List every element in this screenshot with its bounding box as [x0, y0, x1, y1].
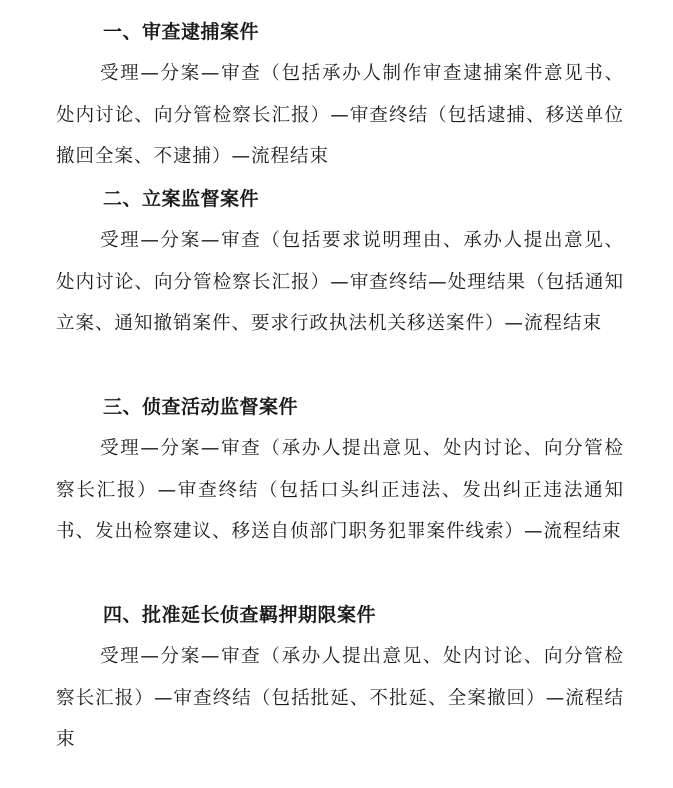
section-title-arrest-review: 一、审查逮捕案件 — [103, 21, 260, 43]
section-title-investigation-supervision: 三、侦查活动监督案件 — [103, 396, 299, 418]
section-body-case-filing-supervision: 受理—分案—审查（包括要求说明理由、承办人提出意见、处内讨论、向分管检察长汇报）—审查终结—处理结果（包括通知立案、通知撤销案件、要求行政执法机关移送案件）—流程结束 — [56, 230, 624, 335]
section-title-detention-extension: 四、批准延长侦查羁押期限案件 — [103, 604, 377, 626]
section-body-arrest-review: 受理—分案—审查（包括承办人制作审查逮捕案件意见书、处内讨论、向分管检察长汇报）—审查终结（包括逮捕、移送单位撤回全案、不逮捕）—流程结束 — [56, 63, 624, 168]
section-body-investigation-supervision: 受理—分案—审查（承办人提出意见、处内讨论、向分管检察长汇报）—审查终结（包括口头纠正违法、发出纠正违法通知书、发出检察建议、移送自侦部门职务犯罪案件线索）—流程结束 — [56, 438, 624, 543]
section-title-case-filing-supervision: 二、立案监督案件 — [103, 188, 260, 210]
section-body-detention-extension: 受理—分案—审查（承办人提出意见、处内讨论、向分管检察长汇报）—审查终结（包括批延、不批延、全案撤回）—流程结束 — [56, 646, 624, 751]
